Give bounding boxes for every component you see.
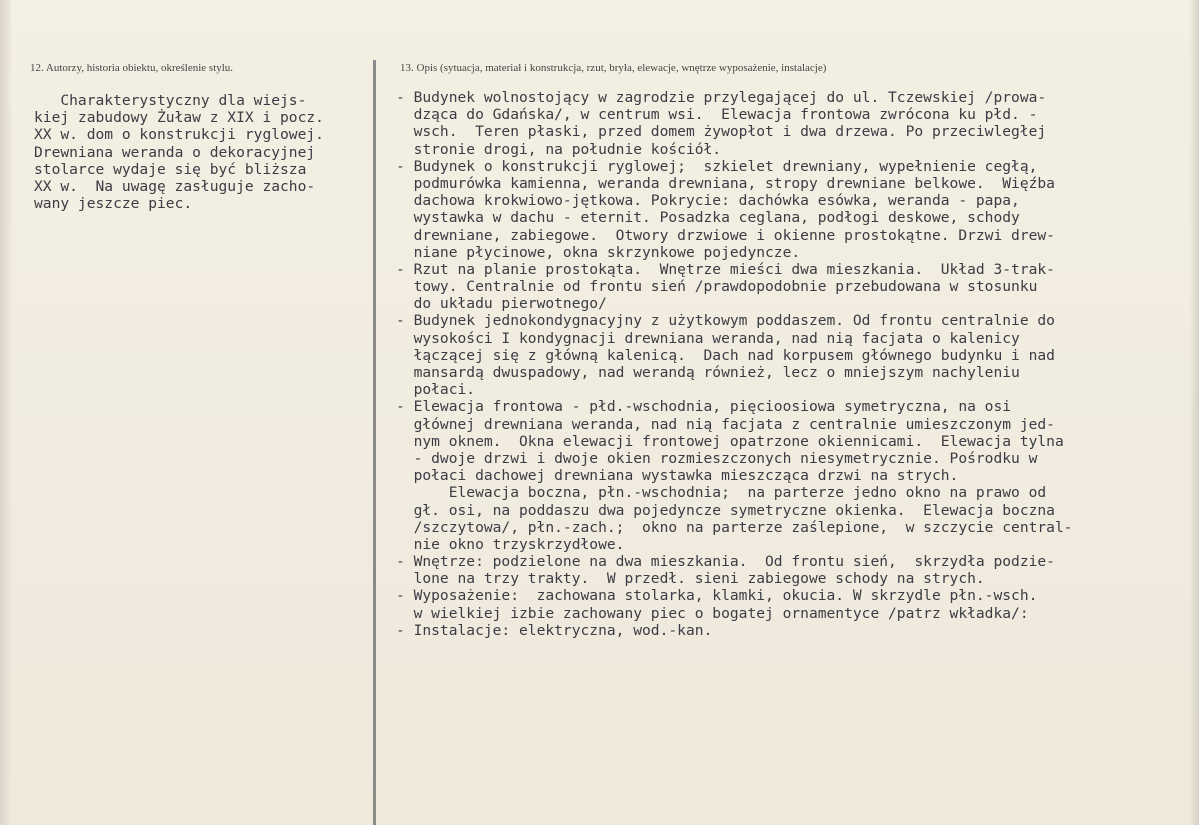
description-text-line: mansardą dwuspadowy, nad werandą również, lecz o mniejszym nachyleniu [396, 364, 1020, 381]
description-text-line: łączącej się z główną kalenicą. Dach nad korpusem głównego budynku i nad [396, 346, 1055, 364]
page-edge-left [0, 0, 12, 825]
column-divider [373, 60, 376, 825]
description-text-line: dachowa krokwiowo-jętkowa. Pokrycie: dachówka esówka, weranda - papa, [396, 192, 1020, 210]
description-text-line: wsch. Teren płaski, przed domem żywopłot i dwa drzewa. Po przeciwległej [396, 123, 1047, 141]
description-text-line: drewniane, zabiegowe. Otwory drzwiowe i okienne prostokątne. Drzwi drew- [396, 226, 1055, 244]
section-12-header: 12. Autorzy, historia obiektu, określenie stylu. [30, 62, 234, 74]
history-text-line: kiej zabudowy Żuław z XIX i pocz. [34, 109, 324, 127]
description-text-line: połaci dachowej drewniana wystawka mieszcząca drzwi na strych. [396, 467, 959, 485]
description-text-line: towy. Centralnie od frontu sień /prawdopodobnie przebudowana w stosunku [396, 278, 1038, 296]
description-text-line: wysokości I kondygnacji drewniana weranda, nad nią facjata o kalenicy [396, 329, 1020, 347]
description-text-line: połaci. [396, 381, 476, 399]
history-text-line: Drewniana weranda o dekoracyjnej [34, 143, 316, 161]
history-text-line: stolarce wydaje się być bliższa [34, 160, 307, 178]
description-text-line: wystawka w dachu - eternit. Posadzka ceglana, podłogi deskowe, schody [396, 209, 1020, 227]
description-text-line: - Budynek wolnostojący w zagrodzie przylegającej do ul. Tczewskiej /prowa- [396, 89, 1047, 106]
description-text-line: Elewacja boczna, płn.-wschodnia; na parterze jedno okno na prawo od [396, 484, 1047, 502]
description-text-line: - Rzut na planie prostokąta. Wnętrze mieści dwa mieszkania. Układ 3-trak- [396, 260, 1055, 278]
page-edge-right [1189, 0, 1199, 825]
description-text-line: - Elewacja frontowa - płd.-wschodnia, pięcioosiowa symetryczna, na osi [396, 398, 1012, 416]
description-text-line: dząca do Gdańska/, w centrum wsi. Elewacja frontowa zwrócona ku płd. - [396, 106, 1038, 124]
history-text-line: Charakterystyczny dla wiejs- [34, 92, 307, 109]
description-text-line: - dwoje drzwi i dwoje okien rozmieszczonych niesymetrycznie. Pośrodku w [396, 449, 1038, 467]
description-text-line: nym oknem. Okna elewacji frontowej opatrzone okiennicami. Elewacja tylna [396, 432, 1064, 450]
description-text [396, 89, 1073, 639]
description-text-line: - Instalacje: elektryczna, wod.-kan. [396, 621, 713, 639]
description-text-line: lone na trzy trakty. W przedł. sieni zabiegowe schody na strych. [396, 570, 985, 588]
history-text-line: XX w. Na uwagę zasługuje zacho- [34, 177, 316, 195]
history-text-line: wany jeszcze piec. [34, 195, 193, 213]
description-text-line: nie okno trzyskrzydłowe. [396, 535, 625, 553]
history-style-text [34, 92, 324, 212]
description-text-line: podmurówka kamienna, weranda drewniana, stropy drewniane belkowe. Więźba [396, 174, 1055, 192]
description-text-line: - Budynek o konstrukcji ryglowej; szkielet drewniany, wypełnienie cegłą, [396, 157, 1038, 175]
description-text-line: - Budynek jednokondygnacyjny z użytkowym poddaszem. Od frontu centralnie do [396, 312, 1055, 330]
description-text-line: - Wyposażenie: zachowana stolarka, klamki, okucia. W skrzydle płn.-wsch. [396, 587, 1038, 605]
description-text-line: - Wnętrze: podzielone na dwa mieszkania. Od frontu sień, skrzydła podzie- [396, 553, 1055, 571]
description-text-line: stronie drogi, na południe kościół. [396, 140, 722, 158]
history-text-line: XX w. dom o konstrukcji ryglowej. [34, 126, 324, 144]
description-text-line: głównej drewniana weranda, nad nią facjata z centralnie umieszczonym jed- [396, 415, 1055, 433]
description-text-line: niane płycinowe, okna skrzynkowe pojedyncze. [396, 243, 801, 261]
description-text-line: /szczytowa/, płn.-zach.; okno na parterze zaślepione, w szczycie central- [396, 518, 1073, 536]
description-text-line: do układu pierwotnego/ [396, 295, 607, 313]
description-text-line: w wielkiej izbie zachowany piec o bogatej ornamentyce /patrz wkładka/: [396, 604, 1029, 622]
description-text-line: gł. osi, na poddaszu dwa pojedyncze symetryczne okienka. Elewacja boczna [396, 501, 1055, 519]
section-13-header: 13. Opis (sytuacja, materiał i konstrukcja, rzut, bryła, elewacje, wnętrze wyposażenie, instalacje) [400, 62, 827, 74]
